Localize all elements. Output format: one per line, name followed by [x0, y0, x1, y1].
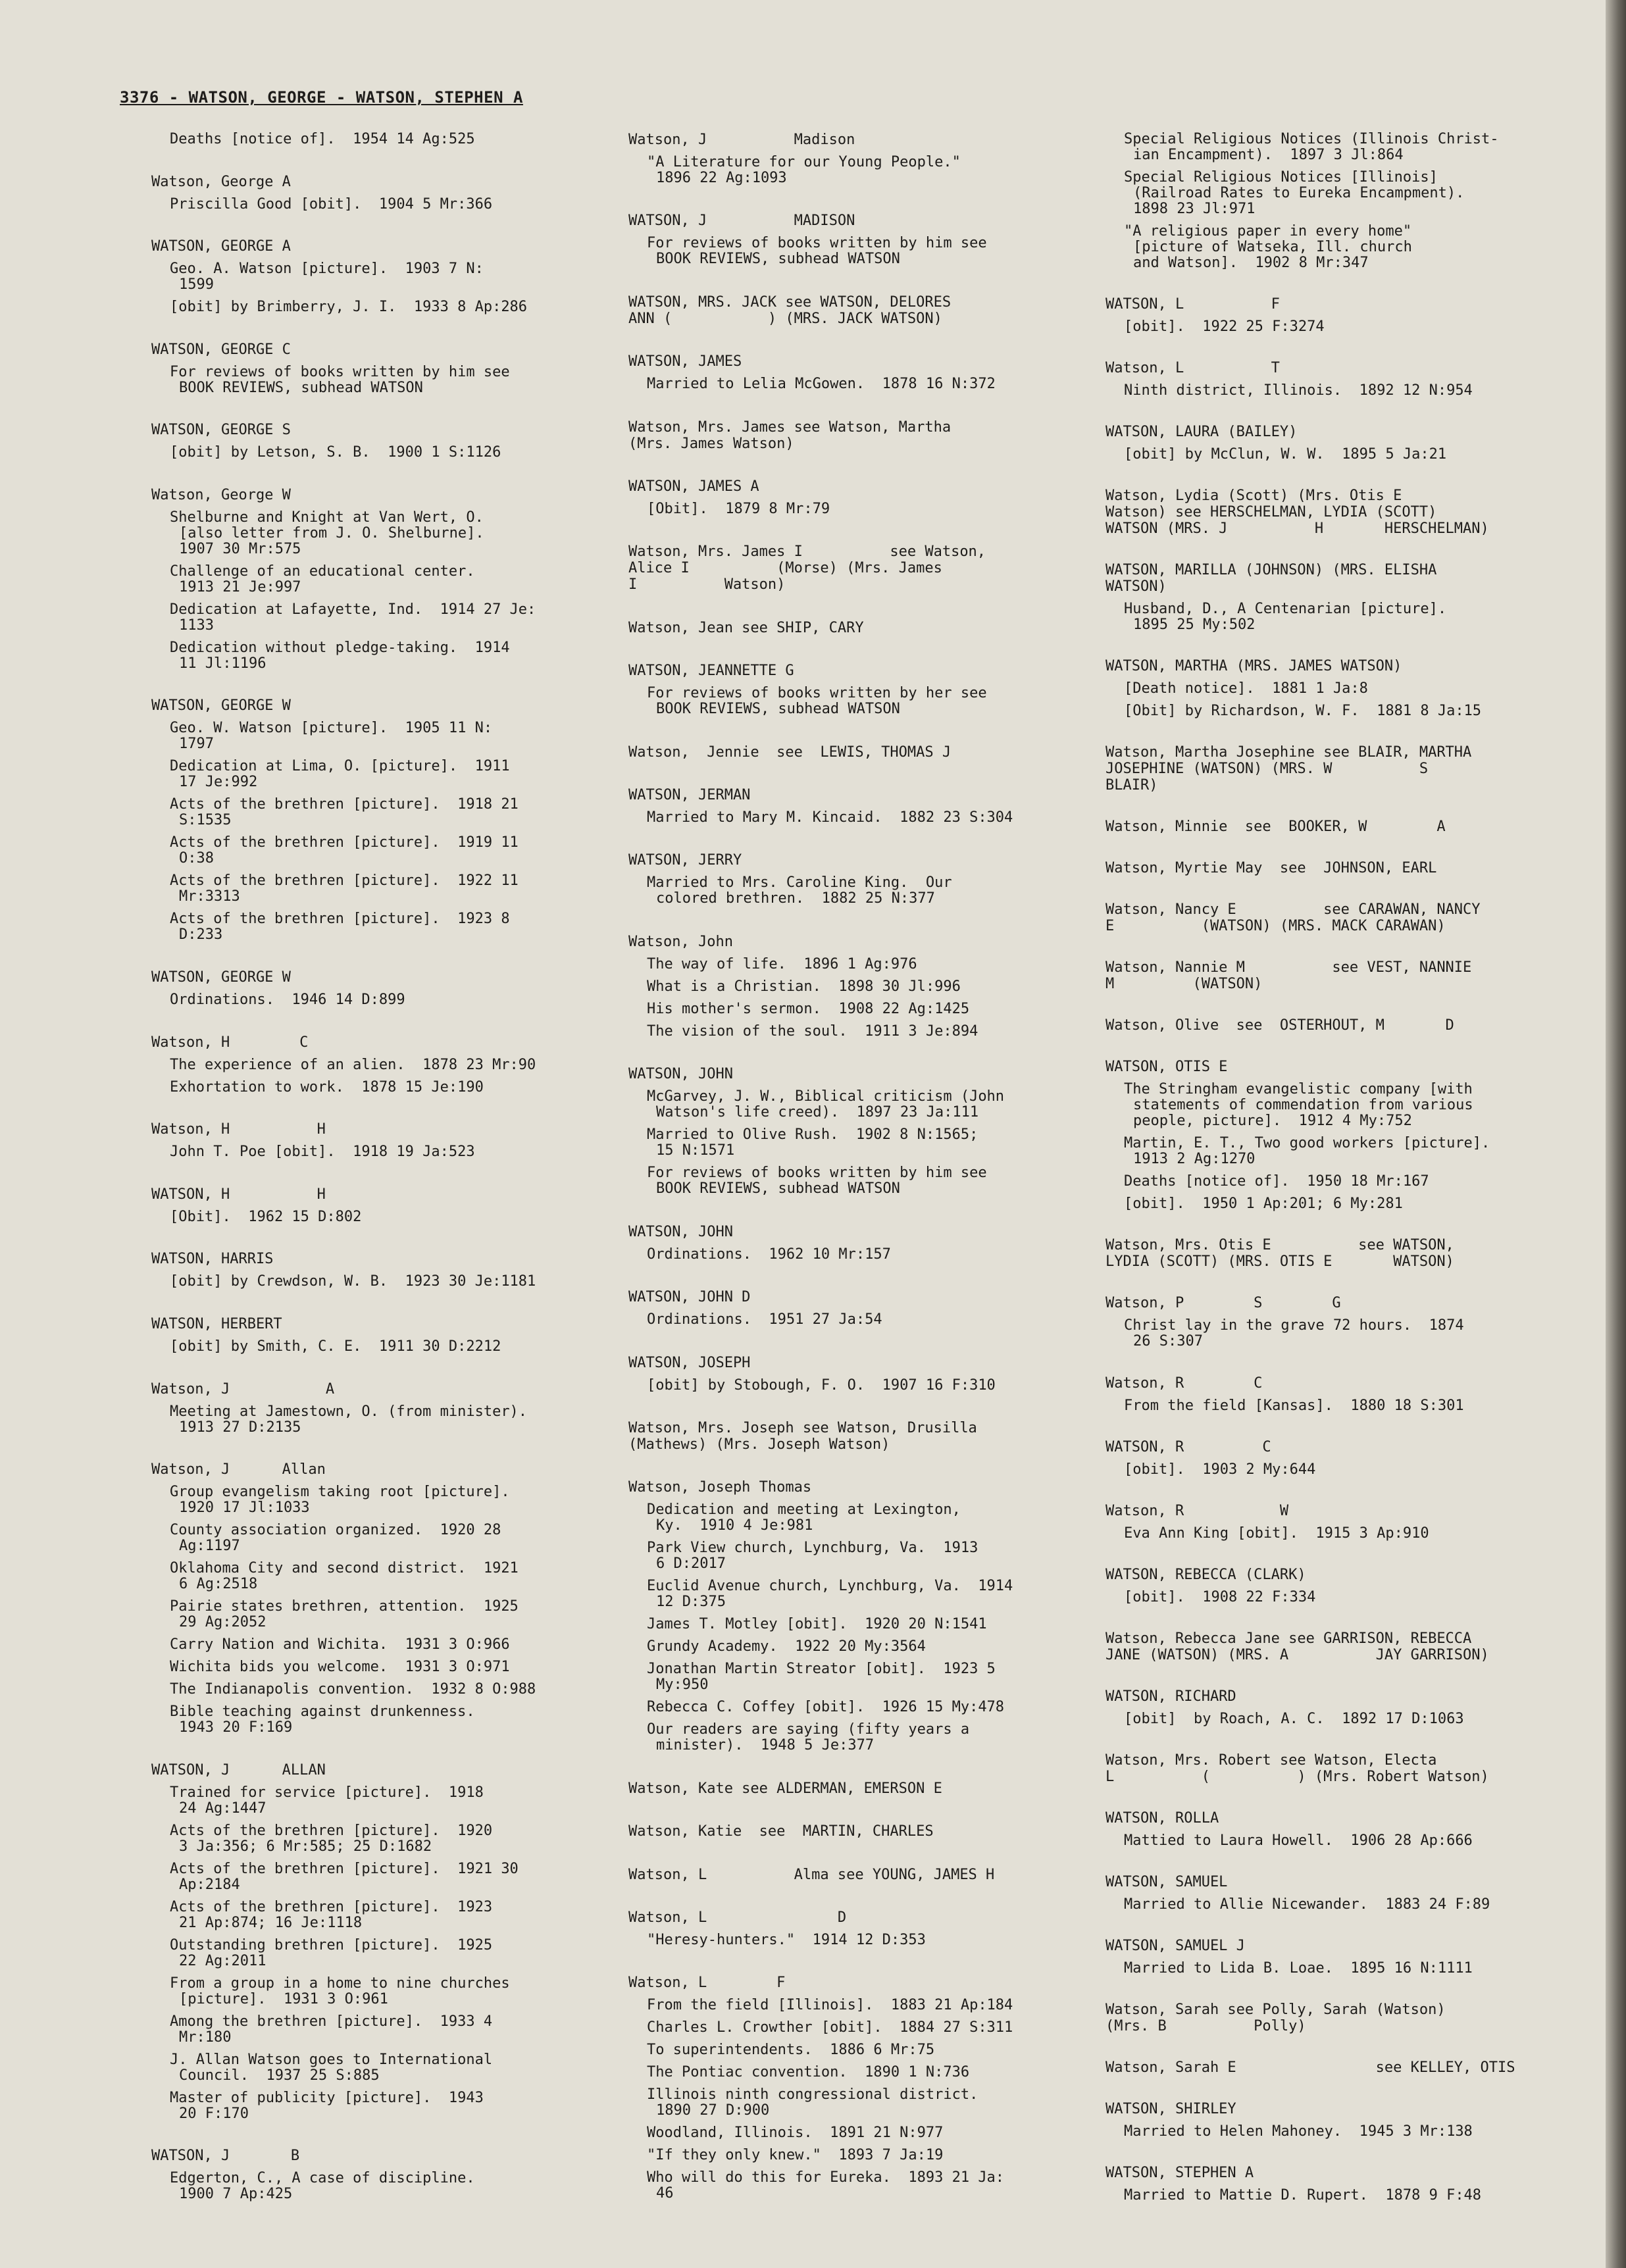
citation-item: The way of life. 1896 1 Ag:976 [647, 955, 917, 972]
index-entry [628, 1867, 1082, 1883]
index-entry [151, 2148, 599, 2202]
citation-item: Deaths [notice of]. 1950 18 Mr:167 [1124, 1173, 1429, 1190]
index-entry [1105, 1874, 1566, 1913]
citation-item: [obit] by Roach, A. C. 1892 17 D:1063 [1124, 1710, 1464, 1727]
index-entry [1105, 1688, 1566, 1727]
page-edge [1606, 0, 1626, 2268]
entry-heading: WATSON, RICHARD [1105, 1688, 1236, 1705]
citation-item: Oklahoma City and second district. 1921 6 Ag:2518 [170, 1560, 519, 1593]
citation-item: Priscilla Good [obit]. 1904 5 Mr:366 [170, 195, 493, 213]
citation-item: Dedication at Lafayette, Ind. 1914 27 Je: 1133 [170, 601, 536, 634]
page-header: 3376 - WATSON, GEORGE - WATSON, STEPHEN A [120, 88, 523, 107]
citation-item: Ninth district, Illinois. 1892 12 N:954 [1124, 382, 1473, 399]
citation-item: Who will do this for Eureka. 1893 21 Ja: 46 [647, 2169, 1005, 2202]
entry-heading: WATSON, JOSEPH [628, 1354, 751, 1371]
entry-heading: Watson, L D [628, 1909, 847, 1926]
entry-heading: WATSON, LAURA (BAILEY) [1105, 424, 1298, 441]
citation-item: [obit]. 1903 2 My:644 [1124, 1461, 1316, 1478]
citation-item: For reviews of books written by her see BOOK REVIEWS, subhead WATSON [647, 685, 987, 718]
entry-heading: Watson, R C [1105, 1374, 1263, 1392]
index-entry [1105, 1503, 1566, 1542]
index-entry [1105, 2101, 1566, 2140]
citation-item: Married to Allie Nicewander. 1883 24 F:89 [1124, 1896, 1490, 1913]
citation-item: Geo. W. Watson [picture]. 1905 11 N: 1797 [170, 720, 493, 753]
index-entry [151, 697, 599, 943]
entry-heading: WATSON, JOHN D [628, 1289, 751, 1306]
citation-item: "A Literature for our Young People." 1896 22 Ag:1093 [647, 154, 961, 186]
citation-item: [obit] by McClun, W. W. 1895 5 Ja:21 [1124, 446, 1447, 463]
index-entry [1105, 132, 1566, 271]
citation-item: Grundy Academy. 1922 20 My:3564 [647, 1638, 926, 1655]
entry-heading: WATSON, JOHN [628, 1066, 733, 1083]
citation-item: Acts of the brethren [picture]. 1919 11 O:38 [170, 834, 519, 867]
index-entry [1105, 296, 1566, 335]
entry-heading: WATSON, GEORGE W [151, 969, 291, 986]
citation-item: Husband, D., A Centenarian [picture]. 1895 25 My:502 [1124, 601, 1447, 634]
index-entry [1105, 1375, 1566, 1414]
citation-item: Carry Nation and Wichita. 1931 3 O:966 [170, 1636, 510, 1653]
citation-item: James T. Motley [obit]. 1920 20 N:1541 [647, 1616, 987, 1633]
entry-heading: WATSON, HARRIS [151, 1251, 274, 1268]
entry-heading: WATSON, SAMUEL J [1105, 1937, 1245, 1954]
citation-item: Married to Olive Rush. 1902 8 N:1565; 15 N:1571 [647, 1126, 978, 1159]
citation-item: His mother's sermon. 1908 22 Ag:1425 [647, 1000, 970, 1017]
entry-heading: WATSON, MRS. JACK see WATSON, DELORES ANN ( ) (MRS. JACK WATSON) [628, 293, 952, 327]
entry-heading: WATSON, GEORGE S [151, 422, 291, 439]
index-entry [1105, 744, 1566, 794]
entry-heading: WATSON, H H [151, 1186, 326, 1203]
entry-heading: Watson, Mrs. James I see Watson, Alice I (Morse) (Mrs. James I Watson) [628, 543, 986, 593]
entry-heading: WATSON, OTIS E [1105, 1059, 1228, 1076]
entry-heading: Watson, Mrs. Robert see Watson, Electa L ( ) (Mrs. Robert Watson) [1105, 1751, 1489, 1785]
entry-heading: WATSON, SHIRLEY [1105, 2100, 1236, 2117]
citation-item: [obit] by Smith, C. E. 1911 30 D:2212 [170, 1338, 501, 1355]
citation-item: To superintendents. 1886 6 Mr:75 [647, 2042, 935, 2059]
citation-item: Dedication without pledge-taking. 1914 11 Jl:1196 [170, 639, 510, 672]
index-entry [151, 1034, 599, 1096]
citation-item: [obit] by Brimberry, J. I. 1933 8 Ap:286 [170, 299, 528, 316]
index-entry [1105, 1752, 1566, 1785]
citation-item: Married to Mary M. Kincaid. 1882 23 S:304 [647, 809, 1013, 826]
citation-item: Acts of the brethren [picture]. 1923 8 D:233 [170, 911, 510, 944]
citation-item: Eva Ann King [obit]. 1915 3 Ap:910 [1124, 1525, 1429, 1542]
citation-item: Outstanding brethren [picture]. 1925 22 Ag:2011 [170, 1936, 493, 1969]
index-entry [628, 934, 1082, 1040]
entry-heading: Watson, Nancy E see CARAWAN, NANCY E (WATSON) (MRS. MACK CARAWAN) [1105, 901, 1481, 935]
citation-item: Master of publicity [picture]. 1943 20 F:170 [170, 2089, 484, 2122]
entry-heading: WATSON, JAMES [628, 353, 742, 370]
citation-item: "A religious paper in every home" [picture of Watseka, Ill. church and Watson]. 1902 8 Mr:347 [1124, 223, 1412, 271]
citation-item: [Death notice]. 1881 1 Ja:8 [1124, 680, 1368, 697]
citation-item: Dedication at Lima, O. [picture]. 1911 17 Je:992 [170, 758, 510, 791]
citation-item: Geo. A. Watson [picture]. 1903 7 N: 1599 [170, 261, 484, 293]
citation-item: Among the brethren [picture]. 1933 4 Mr:180 [170, 2013, 493, 2046]
citation-item: The vision of the soul. 1911 3 Je:894 [647, 1022, 978, 1040]
index-entry [1105, 860, 1566, 876]
citation-item: Rebecca C. Coffey [obit]. 1926 15 My:478 [647, 1699, 1005, 1716]
index-entry [628, 294, 1082, 327]
citation-item: From the field [Kansas]. 1880 18 S:301 [1124, 1397, 1464, 1414]
citation-item: Married to Lida B. Loae. 1895 16 N:1111 [1124, 1959, 1473, 1977]
citation-item: Charles L. Crowther [obit]. 1884 27 S:311 [647, 2019, 1013, 2036]
citation-item: [obit] by Letson, S. B. 1900 1 S:1126 [170, 444, 501, 461]
citation-item: Woodland, Illinois. 1891 21 N:977 [647, 2125, 944, 2142]
citation-item: Illinois ninth congressional district. 1890 27 D:900 [647, 2086, 978, 2119]
entry-heading: WATSON, REBECCA (CLARK) [1105, 1566, 1306, 1583]
index-column-3 [1105, 132, 1566, 2229]
entry-heading: Watson, L Alma see YOUNG, JAMES H [628, 1866, 995, 1883]
index-entry [1105, 488, 1566, 537]
entry-heading: WATSON, L F [1105, 296, 1280, 313]
entry-heading: WATSON, HERBERT [151, 1315, 282, 1332]
entry-heading: Watson, Lydia (Scott) (Mrs. Otis E Watson) see HERSCHELMAN, LYDIA (SCOTT) WATSON (MRS. J H HERSCHELMAN) [1105, 488, 1489, 538]
citation-item: Ordinations. 1946 14 D:899 [170, 992, 405, 1009]
citation-item: Ordinations. 1962 10 Mr:157 [647, 1246, 891, 1263]
citation-item: The Pontiac convention. 1890 1 N:736 [647, 2064, 970, 2081]
citation-item: Acts of the brethren [picture]. 1922 11 Mr:3313 [170, 872, 519, 905]
citation-item: Mattied to Laura Howell. 1906 28 Ap:666 [1124, 1832, 1473, 1849]
index-entry [151, 1461, 599, 1736]
entry-heading: Watson, Nannie M see VEST, NANNIE M (WATSON) [1105, 959, 1472, 993]
index-entry [1105, 2059, 1566, 2076]
citation-item: McGarvey, J. W., Biblical criticism (John Watson's life creed). 1897 23 Ja:111 [647, 1088, 1005, 1121]
index-entry [628, 1420, 1082, 1453]
entry-heading: Watson, Sarah see Polly, Sarah (Watson) (Mrs. B Polly) [1105, 2001, 1446, 2034]
index-entry [1105, 1439, 1566, 1478]
entry-heading: Watson, R W [1105, 1502, 1289, 1519]
entry-heading: WATSON, J ALLAN [151, 1761, 326, 1778]
citation-item: Deaths [notice of]. 1954 14 Ag:525 [170, 131, 475, 147]
citation-item: [obit] by Crewdson, W. B. 1923 30 Je:1181 [170, 1273, 536, 1290]
entry-heading: WATSON, ROLLA [1105, 1809, 1219, 1827]
citation-item: Acts of the brethren [picture]. 1918 21 S:1535 [170, 796, 519, 829]
index-entry [151, 1251, 599, 1290]
entry-heading: Watson, Mrs. Joseph see Watson, Drusilla (Mathews) (Mrs. Joseph Watson) [628, 1419, 977, 1453]
index-entry [628, 419, 1082, 452]
index-entry [151, 422, 599, 461]
entry-heading: WATSON, GEORGE W [151, 697, 291, 715]
index-entry [1105, 562, 1566, 633]
index-entry [628, 1780, 1082, 1797]
index-entry [151, 969, 599, 1008]
index-entry [628, 1823, 1082, 1840]
entry-heading: WATSON, JAMES A [628, 478, 759, 495]
citation-item: Christ lay in the grave 72 hours. 1874 26 S:307 [1124, 1317, 1464, 1350]
index-entry [628, 1355, 1082, 1394]
entry-heading: Watson, J A [151, 1380, 335, 1398]
index-entry [151, 1381, 599, 1436]
citation-item: Wichita bids you welcome. 1931 3 O:971 [170, 1659, 510, 1676]
index-entry [628, 213, 1082, 267]
index-entry [151, 1121, 599, 1160]
citation-item: Special Religious Notices (Illinois Christ- ian Encampment). 1897 3 Jl:864 [1124, 131, 1499, 163]
citation-item: Married to Mattie D. Rupert. 1878 9 F:48 [1124, 2186, 1482, 2204]
entry-heading: Watson, Mrs. James see Watson, Martha (Mrs. James Watson) [628, 418, 952, 452]
entry-heading: Watson, George W [151, 486, 291, 503]
entry-heading: Watson, Martha Josephine see BLAIR, MARTHA JOSEPHINE (WATSON) (MRS. W S BLAIR) [1105, 744, 1472, 794]
index-entry [1105, 959, 1566, 992]
entry-heading: Watson, Katie see MARTIN, CHARLES [628, 1823, 934, 1840]
citation-item: Edgerton, C., A case of discipline. 1900 7 Ap:425 [170, 2170, 475, 2203]
citation-item: Acts of the brethren [picture]. 1920 3 Ja:356; 6 Mr:585; 25 D:1682 [170, 1822, 493, 1855]
index-entry [1105, 2165, 1566, 2204]
entry-heading: WATSON, GEORGE C [151, 341, 291, 358]
index-entry [628, 1224, 1082, 1263]
citation-item: The experience of an alien. 1878 23 Mr:90 [170, 1056, 536, 1073]
index-entry [1105, 819, 1566, 835]
citation-item: County association organized. 1920 28 Ag:1197 [170, 1522, 501, 1555]
citation-item: [Obit]. 1962 15 D:802 [170, 1208, 362, 1225]
entry-heading: Watson, Rebecca Jane see GARRISON, REBECCA JANE (WATSON) (MRS. A JAY GARRISON) [1105, 1630, 1489, 1663]
index-entry [628, 353, 1082, 392]
entry-heading: Watson, L F [628, 1975, 786, 1992]
index-entry [628, 744, 1082, 761]
entry-heading: Watson, Jean see SHIP, CARY [628, 619, 864, 636]
index-entry [628, 663, 1082, 717]
citation-item: Pairie states brethren, attention. 1925 29 Ag:2052 [170, 1598, 519, 1631]
index-entry [628, 852, 1082, 907]
citation-item: Jonathan Martin Streator [obit]. 1923 5 My:950 [647, 1661, 996, 1694]
entry-heading: Watson, L T [1105, 360, 1280, 377]
entry-heading: Watson, Mrs. Otis E see WATSON, LYDIA (SCOTT) (MRS. OTIS E WATSON) [1105, 1237, 1454, 1271]
index-entry [1105, 2002, 1566, 2034]
entry-heading: Watson, J Allan [151, 1461, 326, 1478]
citation-item: Martin, E. T., Two good workers [picture]. 1913 2 Ag:1270 [1124, 1135, 1490, 1168]
index-entry [628, 1479, 1082, 1753]
entry-heading: WATSON, SAMUEL [1105, 1873, 1228, 1890]
index-entry [628, 620, 1082, 636]
citation-item: For reviews of books written by him see BOOK REVIEWS, subhead WATSON [647, 1165, 987, 1197]
entry-heading: WATSON, JEANNETTE G [628, 663, 794, 680]
index-entry [151, 487, 599, 672]
citation-item: [Obit] by Richardson, W. F. 1881 8 Ja:15 [1124, 703, 1482, 720]
index-entry [628, 1289, 1082, 1328]
entry-heading: Watson, Myrtie May see JOHNSON, EARL [1105, 860, 1437, 877]
entry-heading: Watson, Joseph Thomas [628, 1479, 812, 1496]
entry-heading: WATSON, R C [1105, 1438, 1271, 1455]
citation-item: Special Religious Notices [Illinois] (Railroad Rates to Eureka Encampment). 1898 23 Jl:971 [1124, 169, 1465, 217]
index-entry [151, 132, 599, 147]
entry-heading: Watson, P S G [1105, 1295, 1341, 1312]
index-entry [1105, 1810, 1566, 1849]
citation-item: Married to Mrs. Caroline King. Our colored brethren. 1882 25 N:377 [647, 874, 952, 907]
citation-item: J. Allan Watson goes to International Council. 1937 25 S:885 [170, 2051, 493, 2084]
citation-item: [Obit]. 1879 8 Mr:79 [647, 501, 830, 518]
index-entry [628, 1975, 1082, 2202]
citation-item: Exhortation to work. 1878 15 Je:190 [170, 1078, 484, 1096]
entry-heading: WATSON, STEPHEN A [1105, 2164, 1254, 2181]
entry-heading: Watson, John [628, 933, 733, 950]
index-entry [1105, 658, 1566, 719]
citation-item: John T. Poe [obit]. 1918 19 Ja:523 [170, 1144, 475, 1161]
entry-heading: Watson, Minnie see BOOKER, W A [1105, 819, 1446, 836]
citation-item: [obit]. 1922 25 F:3274 [1124, 318, 1325, 336]
citation-item: For reviews of books written by him see BOOK REVIEWS, subhead WATSON [647, 235, 987, 268]
citation-item: Ordinations. 1951 27 Ja:54 [647, 1311, 882, 1328]
citation-item: Park View church, Lynchburg, Va. 1913 6 D:2017 [647, 1540, 978, 1573]
entry-heading: WATSON, MARILLA (JOHNSON) (MRS. ELISHA WATSON) [1105, 562, 1437, 595]
entry-heading: Watson, Kate see ALDERMAN, EMERSON E [628, 1780, 942, 1797]
index-entry [151, 174, 599, 213]
index-entry [628, 543, 1082, 593]
index-entry [1105, 1237, 1566, 1270]
citation-item: From the field [Illinois]. 1883 21 Ap:184 [647, 1997, 1013, 2014]
index-entry [1105, 1017, 1566, 1034]
entry-heading: Watson, H H [151, 1121, 326, 1138]
citation-item: Our readers are saying (fifty years a minister). 1948 5 Je:377 [647, 1721, 970, 1754]
entry-heading: WATSON, MARTHA (MRS. JAMES WATSON) [1105, 658, 1402, 675]
index-entry [151, 238, 599, 315]
citation-item: Bible teaching against drunkenness. 1943 20 F:169 [170, 1703, 475, 1736]
index-entry [628, 1909, 1082, 1948]
index-entry [628, 1066, 1082, 1197]
citation-item: Meeting at Jamestown, O. (from minister). 1913 27 D:2135 [170, 1403, 528, 1436]
citation-item: The Stringham evangelistic company [with statements of commendation from various people, picture]. 1912 4 My:752 [1124, 1081, 1473, 1130]
citation-item: Married to Lelia McGowen. 1878 16 N:372 [647, 376, 996, 393]
index-entry [1105, 1295, 1566, 1349]
entry-heading: Watson, H C [151, 1034, 309, 1051]
citation-item: Trained for service [picture]. 1918 24 Ag:1447 [170, 1784, 484, 1817]
index-entry [1105, 360, 1566, 399]
entry-heading: WATSON, GEORGE A [151, 238, 291, 255]
entry-heading: Watson, Olive see OSTERHOUT, M D [1105, 1017, 1454, 1034]
index-entry [1105, 901, 1566, 934]
index-entry [151, 1186, 599, 1225]
index-entry [628, 132, 1082, 186]
entry-heading: Watson, Jennie see LEWIS, THOMAS J [628, 743, 952, 761]
citation-item: Dedication and meeting at Lexington, Ky. 1910 4 Je:981 [647, 1501, 961, 1534]
index-entry [628, 478, 1082, 517]
citation-item: Acts of the brethren [picture]. 1921 30 Ap:2184 [170, 1860, 519, 1893]
index-entry [151, 341, 599, 396]
entry-heading: Watson, J Madison [628, 132, 855, 148]
entry-heading: WATSON, JERRY [628, 852, 742, 869]
index-entry [151, 1762, 599, 2122]
index-entry [1105, 1567, 1566, 1605]
entry-heading: WATSON, J B [151, 2148, 300, 2165]
citation-item: Shelburne and Knight at Van Wert, O. [also letter from J. O. Shelburne]. 1907 30 Mr:575 [170, 509, 484, 557]
citation-item: Group evangelism taking root [picture]. 1920 17 Jl:1033 [170, 1484, 510, 1517]
entry-heading: Watson, Sarah E see KELLEY, OTIS [1105, 2059, 1515, 2076]
citation-item: What is a Christian. 1898 30 Jl:996 [647, 978, 961, 995]
citation-item: Acts of the brethren [picture]. 1923 21 Ap:874; 16 Je:1118 [170, 1898, 493, 1931]
citation-item: The Indianapolis convention. 1932 8 O:988 [170, 1681, 536, 1698]
index-entry [628, 787, 1082, 826]
index-entry [151, 1316, 599, 1355]
index-entry [1105, 424, 1566, 463]
citation-item: Euclid Avenue church, Lynchburg, Va. 1914 12 D:375 [647, 1578, 1013, 1611]
citation-item: For reviews of books written by him see BOOK REVIEWS, subhead WATSON [170, 363, 510, 396]
citation-item: From a group in a home to nine churches [picture]. 1931 3 O:961 [170, 1975, 510, 2007]
index-entry [1105, 1630, 1566, 1663]
index-entry [1105, 1059, 1566, 1212]
citation-item: "If they only knew." 1893 7 Ja:19 [647, 2147, 944, 2164]
entry-heading: WATSON, JERMAN [628, 787, 751, 804]
citation-item: [obit]. 1908 22 F:334 [1124, 1588, 1316, 1605]
entry-heading: Watson, George A [151, 173, 291, 190]
citation-item: [obit]. 1950 1 Ap:201; 6 My:281 [1124, 1196, 1403, 1213]
index-entry [1105, 1938, 1566, 1977]
citation-item: Married to Helen Mahoney. 1945 3 Mr:138 [1124, 2123, 1473, 2140]
entry-heading: WATSON, JOHN [628, 1223, 733, 1240]
index-column-2 [628, 132, 1082, 2229]
citation-item: "Heresy-hunters." 1914 12 D:353 [647, 1931, 926, 1948]
entry-heading: WATSON, J MADISON [628, 213, 855, 230]
citation-item: Challenge of an educational center. 1913 21 Je:997 [170, 563, 475, 595]
index-column-1 [151, 132, 599, 2229]
citation-item: [obit] by Stobough, F. O. 1907 16 F:310 [647, 1376, 996, 1394]
